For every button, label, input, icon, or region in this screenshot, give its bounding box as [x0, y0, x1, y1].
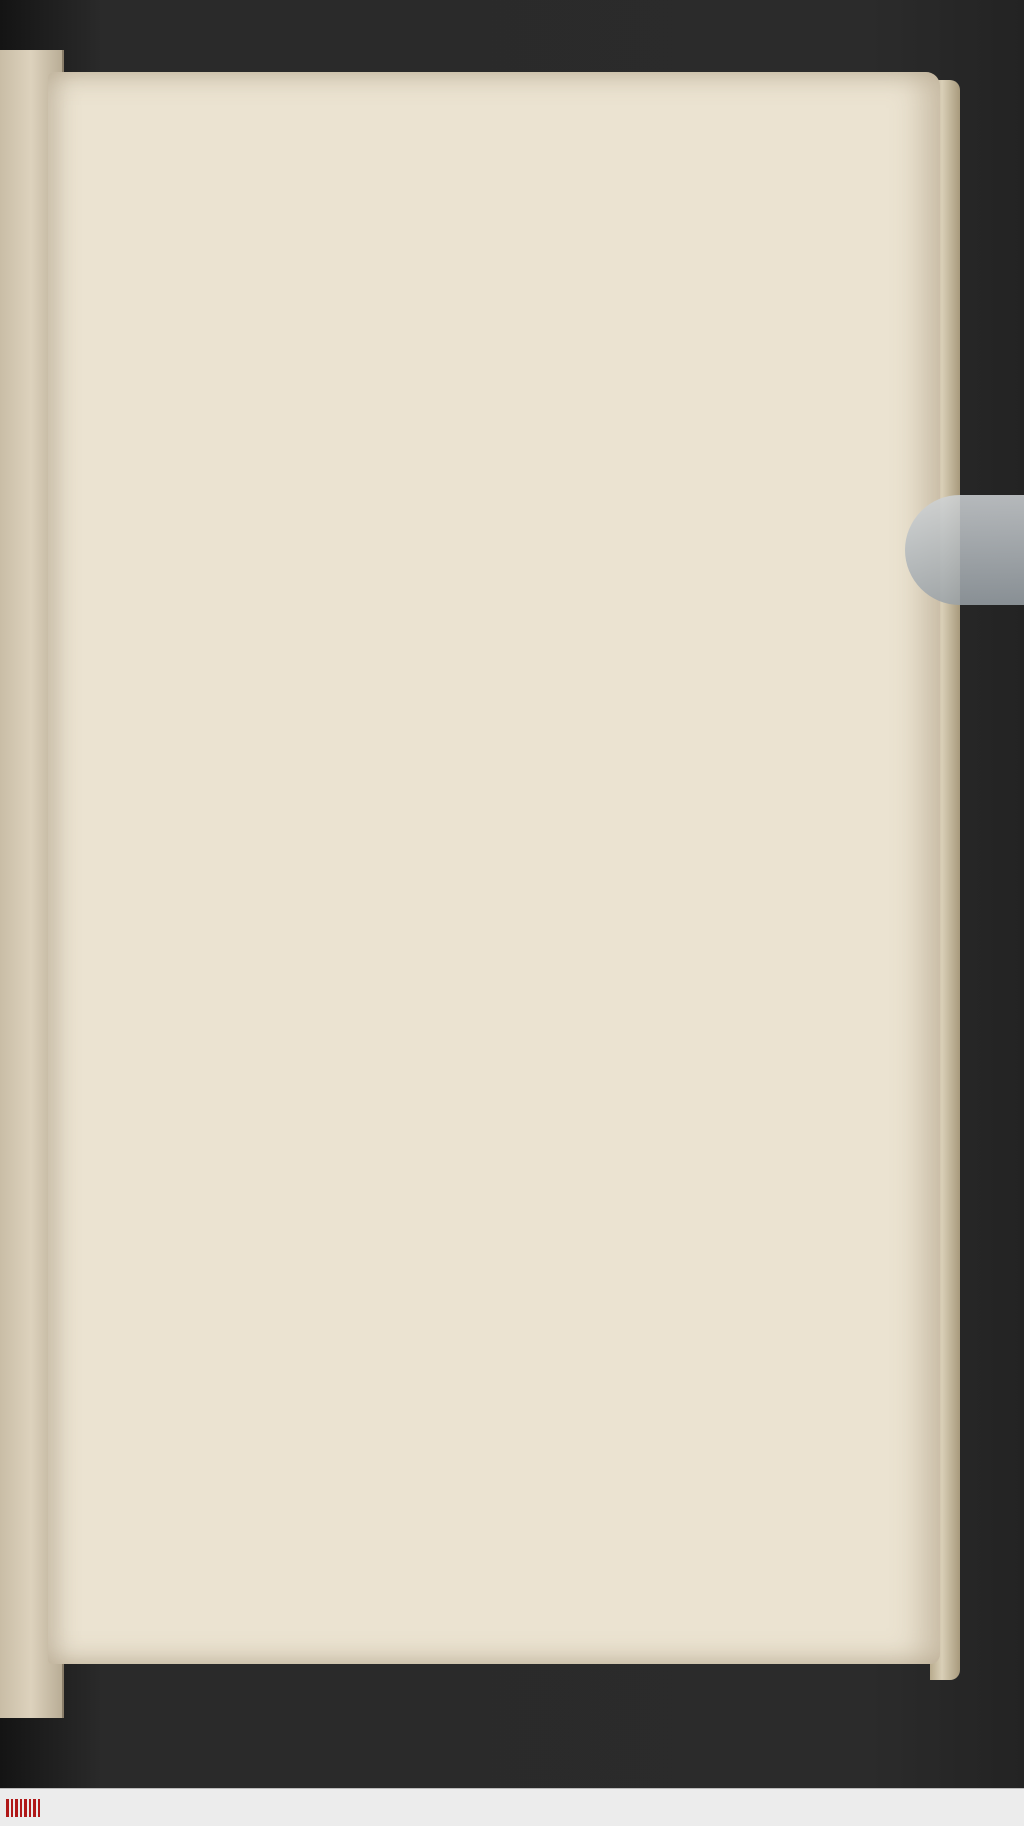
hab-logo-icon — [6, 1796, 46, 1820]
footer-bar — [0, 1788, 1024, 1826]
book-page — [48, 72, 940, 1664]
page-clamp — [905, 495, 1024, 605]
